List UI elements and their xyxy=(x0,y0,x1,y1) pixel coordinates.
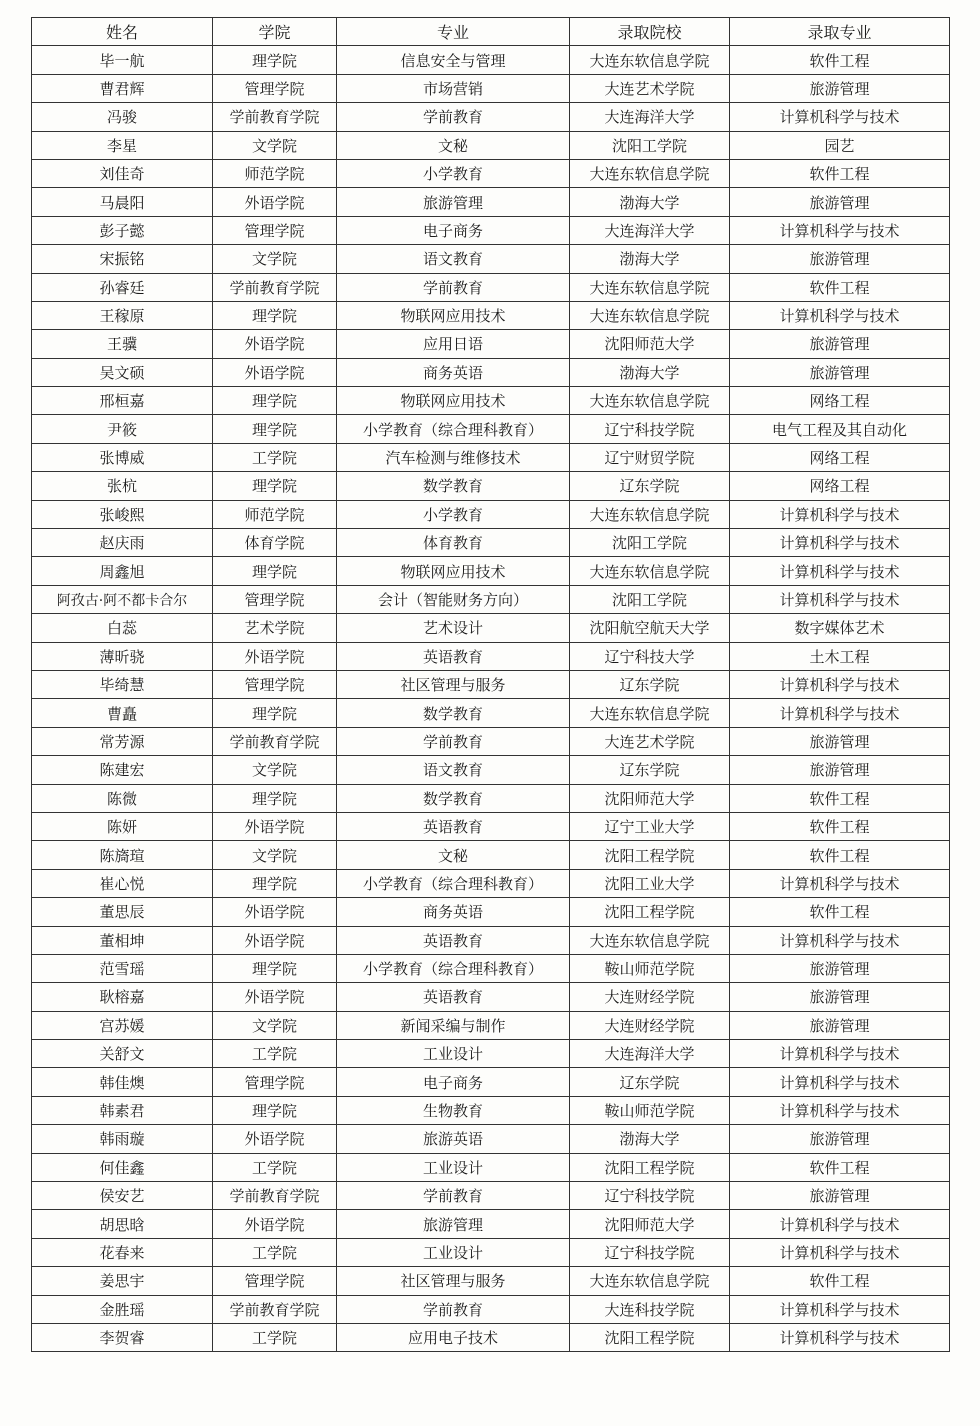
cell-college: 外语学院 xyxy=(213,188,337,216)
cell-name: 毕一航 xyxy=(32,46,213,74)
cell-admitted-school: 沈阳工学院 xyxy=(570,529,730,557)
cell-college: 理学院 xyxy=(213,46,337,74)
cell-college: 外语学院 xyxy=(213,926,337,954)
table-row xyxy=(32,415,950,443)
cell-admitted-major: 旅游管理 xyxy=(730,245,950,273)
header-name: 姓名 xyxy=(32,18,213,46)
cell-college: 理学院 xyxy=(213,472,337,500)
cell-admitted-school: 渤海大学 xyxy=(570,1125,730,1153)
cell-name: 薄昕骁 xyxy=(32,642,213,670)
table-row xyxy=(32,926,950,954)
cell-name: 何佳鑫 xyxy=(32,1153,213,1181)
table-row xyxy=(32,614,950,642)
cell-major: 生物教育 xyxy=(337,1096,570,1124)
cell-major: 小学教育（综合理科教育） xyxy=(337,869,570,897)
cell-name: 陈妍 xyxy=(32,812,213,840)
cell-name: 常芳源 xyxy=(32,727,213,755)
cell-name: 金胜瑶 xyxy=(32,1295,213,1323)
cell-admitted-major: 数字媒体艺术 xyxy=(730,614,950,642)
cell-major: 物联网应用技术 xyxy=(337,557,570,585)
cell-admitted-major: 计算机科学与技术 xyxy=(730,500,950,528)
table-row xyxy=(32,699,950,727)
cell-college: 理学院 xyxy=(213,954,337,982)
cell-admitted-school: 鞍山师范学院 xyxy=(570,954,730,982)
cell-admitted-school: 沈阳工程学院 xyxy=(570,841,730,869)
cell-admitted-major: 电气工程及其自动化 xyxy=(730,415,950,443)
cell-name: 董思辰 xyxy=(32,898,213,926)
cell-admitted-major: 软件工程 xyxy=(730,841,950,869)
cell-major: 市场营销 xyxy=(337,74,570,102)
cell-college: 管理学院 xyxy=(213,216,337,244)
table-row xyxy=(32,557,950,585)
cell-major: 英语教育 xyxy=(337,983,570,1011)
cell-major: 数学教育 xyxy=(337,784,570,812)
cell-admitted-major: 旅游管理 xyxy=(730,1011,950,1039)
cell-name: 曹矗 xyxy=(32,699,213,727)
cell-admitted-school: 沈阳师范大学 xyxy=(570,784,730,812)
cell-admitted-school: 辽东学院 xyxy=(570,756,730,784)
table-row xyxy=(32,1182,950,1210)
cell-major: 学前教育 xyxy=(337,727,570,755)
cell-admitted-major: 旅游管理 xyxy=(730,756,950,784)
cell-name: 毕绮慧 xyxy=(32,670,213,698)
table-row xyxy=(32,841,950,869)
cell-major: 小学教育（综合理科教育） xyxy=(337,415,570,443)
cell-admitted-major: 网络工程 xyxy=(730,443,950,471)
cell-major: 数学教育 xyxy=(337,699,570,727)
table-row xyxy=(32,358,950,386)
cell-admitted-major: 软件工程 xyxy=(730,159,950,187)
cell-admitted-school: 大连东软信息学院 xyxy=(570,46,730,74)
cell-admitted-major: 园艺 xyxy=(730,131,950,159)
cell-major: 文秘 xyxy=(337,131,570,159)
table-row xyxy=(32,443,950,471)
cell-major: 旅游英语 xyxy=(337,1125,570,1153)
cell-admitted-school: 大连艺术学院 xyxy=(570,727,730,755)
cell-major: 体育教育 xyxy=(337,529,570,557)
cell-admitted-school: 辽宁科技大学 xyxy=(570,642,730,670)
cell-college: 外语学院 xyxy=(213,1210,337,1238)
cell-admitted-school: 大连海洋大学 xyxy=(570,216,730,244)
cell-college: 工学院 xyxy=(213,1323,337,1351)
cell-college: 外语学院 xyxy=(213,330,337,358)
cell-major: 商务英语 xyxy=(337,358,570,386)
cell-college: 体育学院 xyxy=(213,529,337,557)
cell-admitted-major: 软件工程 xyxy=(730,784,950,812)
cell-admitted-major: 计算机科学与技术 xyxy=(730,1210,950,1238)
cell-major: 学前教育 xyxy=(337,103,570,131)
cell-name: 冯骏 xyxy=(32,103,213,131)
table-row xyxy=(32,500,950,528)
cell-name: 周鑫旭 xyxy=(32,557,213,585)
cell-admitted-school: 大连财经学院 xyxy=(570,983,730,1011)
table-row xyxy=(32,1040,950,1068)
cell-admitted-major: 旅游管理 xyxy=(730,330,950,358)
cell-name: 侯安艺 xyxy=(32,1182,213,1210)
cell-name: 陈建宏 xyxy=(32,756,213,784)
cell-major: 工业设计 xyxy=(337,1040,570,1068)
cell-major: 学前教育 xyxy=(337,1182,570,1210)
cell-name: 王稼原 xyxy=(32,301,213,329)
table-row xyxy=(32,46,950,74)
cell-admitted-school: 沈阳工程学院 xyxy=(570,898,730,926)
table-row xyxy=(32,869,950,897)
table-row xyxy=(32,103,950,131)
cell-admitted-major: 网络工程 xyxy=(730,472,950,500)
cell-admitted-major: 计算机科学与技术 xyxy=(730,557,950,585)
cell-name: 曹君辉 xyxy=(32,74,213,102)
cell-college: 外语学院 xyxy=(213,358,337,386)
cell-major: 物联网应用技术 xyxy=(337,387,570,415)
cell-college: 外语学院 xyxy=(213,642,337,670)
cell-admitted-school: 辽宁财贸学院 xyxy=(570,443,730,471)
table-row xyxy=(32,1096,950,1124)
cell-major: 工业设计 xyxy=(337,1238,570,1266)
cell-college: 理学院 xyxy=(213,415,337,443)
cell-major: 物联网应用技术 xyxy=(337,301,570,329)
cell-admitted-major: 计算机科学与技术 xyxy=(730,670,950,698)
table-row xyxy=(32,387,950,415)
cell-name: 马晨阳 xyxy=(32,188,213,216)
cell-name: 赵庆雨 xyxy=(32,529,213,557)
table-row xyxy=(32,642,950,670)
cell-name: 韩佳燠 xyxy=(32,1068,213,1096)
cell-admitted-major: 计算机科学与技术 xyxy=(730,585,950,613)
cell-admitted-school: 大连海洋大学 xyxy=(570,103,730,131)
cell-major: 小学教育 xyxy=(337,500,570,528)
table-row xyxy=(32,330,950,358)
cell-college: 学前教育学院 xyxy=(213,1182,337,1210)
cell-admitted-school: 沈阳工学院 xyxy=(570,585,730,613)
cell-admitted-major: 土木工程 xyxy=(730,642,950,670)
header-admitted-school: 录取院校 xyxy=(570,18,730,46)
cell-college: 师范学院 xyxy=(213,159,337,187)
cell-admitted-major: 旅游管理 xyxy=(730,727,950,755)
cell-major: 旅游管理 xyxy=(337,1210,570,1238)
cell-admitted-major: 软件工程 xyxy=(730,273,950,301)
cell-name: 陈微 xyxy=(32,784,213,812)
cell-college: 艺术学院 xyxy=(213,614,337,642)
cell-admitted-school: 辽宁工业大学 xyxy=(570,812,730,840)
cell-admitted-major: 网络工程 xyxy=(730,387,950,415)
cell-college: 理学院 xyxy=(213,869,337,897)
cell-name: 张杭 xyxy=(32,472,213,500)
cell-name: 孙睿廷 xyxy=(32,273,213,301)
cell-admitted-major: 软件工程 xyxy=(730,46,950,74)
cell-major: 信息安全与管理 xyxy=(337,46,570,74)
cell-name: 韩雨璇 xyxy=(32,1125,213,1153)
cell-admitted-major: 软件工程 xyxy=(730,1153,950,1181)
cell-major: 工业设计 xyxy=(337,1153,570,1181)
table-row xyxy=(32,1210,950,1238)
table-body xyxy=(32,46,950,1352)
cell-admitted-school: 大连艺术学院 xyxy=(570,74,730,102)
table-row xyxy=(32,1068,950,1096)
cell-name: 吴文硕 xyxy=(32,358,213,386)
cell-admitted-school: 大连财经学院 xyxy=(570,1011,730,1039)
table-row xyxy=(32,1295,950,1323)
cell-college: 外语学院 xyxy=(213,898,337,926)
cell-college: 理学院 xyxy=(213,699,337,727)
table-row xyxy=(32,216,950,244)
cell-college: 文学院 xyxy=(213,1011,337,1039)
cell-admitted-major: 旅游管理 xyxy=(730,358,950,386)
table-row xyxy=(32,529,950,557)
cell-admitted-school: 沈阳师范大学 xyxy=(570,1210,730,1238)
cell-college: 工学院 xyxy=(213,443,337,471)
cell-admitted-major: 计算机科学与技术 xyxy=(730,1238,950,1266)
header-admitted-major: 录取专业 xyxy=(730,18,950,46)
cell-college: 工学院 xyxy=(213,1153,337,1181)
cell-college: 理学院 xyxy=(213,784,337,812)
cell-admitted-school: 渤海大学 xyxy=(570,245,730,273)
cell-college: 管理学院 xyxy=(213,1267,337,1295)
cell-college: 学前教育学院 xyxy=(213,1295,337,1323)
cell-name: 董相坤 xyxy=(32,926,213,954)
cell-college: 外语学院 xyxy=(213,812,337,840)
cell-name: 白蕊 xyxy=(32,614,213,642)
cell-name: 尹筱 xyxy=(32,415,213,443)
cell-admitted-school: 大连海洋大学 xyxy=(570,1040,730,1068)
cell-admitted-major: 软件工程 xyxy=(730,1267,950,1295)
cell-major: 数学教育 xyxy=(337,472,570,500)
cell-admitted-school: 大连东软信息学院 xyxy=(570,387,730,415)
cell-admitted-school: 大连东软信息学院 xyxy=(570,273,730,301)
cell-college: 管理学院 xyxy=(213,670,337,698)
cell-admitted-school: 辽东学院 xyxy=(570,670,730,698)
cell-name: 彭子懿 xyxy=(32,216,213,244)
table-row xyxy=(32,784,950,812)
cell-major: 英语教育 xyxy=(337,812,570,840)
cell-major: 英语教育 xyxy=(337,642,570,670)
cell-name: 花春来 xyxy=(32,1238,213,1266)
cell-admitted-school: 辽宁科技学院 xyxy=(570,1238,730,1266)
cell-college: 理学院 xyxy=(213,387,337,415)
header-college: 学院 xyxy=(213,18,337,46)
cell-major: 旅游管理 xyxy=(337,188,570,216)
cell-major: 语文教育 xyxy=(337,756,570,784)
cell-name: 宫苏媛 xyxy=(32,1011,213,1039)
cell-college: 理学院 xyxy=(213,1096,337,1124)
table-row xyxy=(32,1125,950,1153)
cell-college: 外语学院 xyxy=(213,1125,337,1153)
cell-name: 张博威 xyxy=(32,443,213,471)
table-row xyxy=(32,1267,950,1295)
cell-admitted-school: 沈阳航空航天大学 xyxy=(570,614,730,642)
table-row xyxy=(32,585,950,613)
cell-admitted-major: 旅游管理 xyxy=(730,74,950,102)
cell-major: 小学教育 xyxy=(337,159,570,187)
table-row xyxy=(32,131,950,159)
cell-college: 工学院 xyxy=(213,1238,337,1266)
cell-major: 艺术设计 xyxy=(337,614,570,642)
cell-name: 刘佳奇 xyxy=(32,159,213,187)
table-row xyxy=(32,188,950,216)
table-row xyxy=(32,812,950,840)
table-row xyxy=(32,1323,950,1351)
table-row xyxy=(32,472,950,500)
cell-name: 胡思晗 xyxy=(32,1210,213,1238)
cell-admitted-major: 计算机科学与技术 xyxy=(730,103,950,131)
cell-admitted-major: 软件工程 xyxy=(730,898,950,926)
cell-college: 文学院 xyxy=(213,841,337,869)
table-row xyxy=(32,245,950,273)
cell-college: 文学院 xyxy=(213,245,337,273)
cell-college: 工学院 xyxy=(213,1040,337,1068)
cell-college: 学前教育学院 xyxy=(213,727,337,755)
cell-admitted-school: 辽东学院 xyxy=(570,1068,730,1096)
table-row xyxy=(32,1238,950,1266)
cell-major: 社区管理与服务 xyxy=(337,670,570,698)
cell-name: 王骥 xyxy=(32,330,213,358)
table-row xyxy=(32,727,950,755)
cell-major: 应用电子技术 xyxy=(337,1323,570,1351)
table-row xyxy=(32,670,950,698)
cell-admitted-school: 大连科技学院 xyxy=(570,1295,730,1323)
cell-major: 社区管理与服务 xyxy=(337,1267,570,1295)
cell-admitted-major: 计算机科学与技术 xyxy=(730,926,950,954)
cell-major: 汽车检测与维修技术 xyxy=(337,443,570,471)
cell-admitted-school: 大连东软信息学院 xyxy=(570,159,730,187)
cell-admitted-school: 沈阳工学院 xyxy=(570,131,730,159)
cell-admitted-school: 辽宁科技学院 xyxy=(570,415,730,443)
cell-admitted-school: 大连东软信息学院 xyxy=(570,500,730,528)
table-row xyxy=(32,74,950,102)
cell-name: 陈旖瑄 xyxy=(32,841,213,869)
cell-admitted-major: 计算机科学与技术 xyxy=(730,1068,950,1096)
cell-major: 新闻采编与制作 xyxy=(337,1011,570,1039)
table-row xyxy=(32,898,950,926)
cell-admitted-major: 旅游管理 xyxy=(730,1125,950,1153)
cell-major: 电子商务 xyxy=(337,216,570,244)
cell-admitted-major: 计算机科学与技术 xyxy=(730,1295,950,1323)
cell-major: 商务英语 xyxy=(337,898,570,926)
cell-admitted-major: 计算机科学与技术 xyxy=(730,699,950,727)
cell-major: 学前教育 xyxy=(337,273,570,301)
cell-name: 崔心悦 xyxy=(32,869,213,897)
cell-college: 文学院 xyxy=(213,131,337,159)
cell-name: 韩素君 xyxy=(32,1096,213,1124)
cell-name: 宋振铭 xyxy=(32,245,213,273)
cell-major: 电子商务 xyxy=(337,1068,570,1096)
cell-admitted-major: 计算机科学与技术 xyxy=(730,869,950,897)
cell-college: 文学院 xyxy=(213,756,337,784)
cell-admitted-school: 渤海大学 xyxy=(570,188,730,216)
cell-admitted-major: 旅游管理 xyxy=(730,983,950,1011)
cell-major: 语文教育 xyxy=(337,245,570,273)
cell-admitted-school: 大连东软信息学院 xyxy=(570,926,730,954)
cell-name: 张峻熙 xyxy=(32,500,213,528)
cell-admitted-major: 计算机科学与技术 xyxy=(730,216,950,244)
cell-admitted-school: 辽宁科技学院 xyxy=(570,1182,730,1210)
table-row xyxy=(32,159,950,187)
cell-admitted-major: 旅游管理 xyxy=(730,188,950,216)
cell-admitted-school: 沈阳师范大学 xyxy=(570,330,730,358)
cell-college: 理学院 xyxy=(213,557,337,585)
table-row xyxy=(32,301,950,329)
cell-admitted-school: 渤海大学 xyxy=(570,358,730,386)
cell-major: 英语教育 xyxy=(337,926,570,954)
cell-name: 姜思宇 xyxy=(32,1267,213,1295)
cell-college: 理学院 xyxy=(213,301,337,329)
table-row xyxy=(32,273,950,301)
cell-admitted-major: 计算机科学与技术 xyxy=(730,1323,950,1351)
cell-admitted-school: 大连东软信息学院 xyxy=(570,301,730,329)
cell-admitted-major: 旅游管理 xyxy=(730,1182,950,1210)
cell-admitted-school: 大连东软信息学院 xyxy=(570,1267,730,1295)
cell-college: 管理学院 xyxy=(213,74,337,102)
cell-admitted-school: 沈阳工程学院 xyxy=(570,1323,730,1351)
header-major: 专业 xyxy=(337,18,570,46)
cell-admitted-school: 沈阳工业大学 xyxy=(570,869,730,897)
cell-college: 学前教育学院 xyxy=(213,273,337,301)
cell-admitted-major: 旅游管理 xyxy=(730,954,950,982)
table-row xyxy=(32,983,950,1011)
cell-admitted-major: 计算机科学与技术 xyxy=(730,301,950,329)
cell-major: 小学教育（综合理科教育） xyxy=(337,954,570,982)
table-row xyxy=(32,954,950,982)
cell-admitted-major: 计算机科学与技术 xyxy=(730,529,950,557)
cell-admitted-school: 辽东学院 xyxy=(570,472,730,500)
cell-major: 学前教育 xyxy=(337,1295,570,1323)
cell-admitted-school: 沈阳工程学院 xyxy=(570,1153,730,1181)
cell-college: 管理学院 xyxy=(213,585,337,613)
cell-college: 学前教育学院 xyxy=(213,103,337,131)
cell-college: 师范学院 xyxy=(213,500,337,528)
cell-name: 关舒文 xyxy=(32,1040,213,1068)
cell-major: 会计（智能财务方向） xyxy=(337,585,570,613)
cell-major: 文秘 xyxy=(337,841,570,869)
cell-name: 阿孜古·阿不都卡合尔 xyxy=(32,585,213,613)
table-row xyxy=(32,1011,950,1039)
cell-admitted-school: 大连东软信息学院 xyxy=(570,557,730,585)
cell-college: 管理学院 xyxy=(213,1068,337,1096)
cell-name: 邢桓嘉 xyxy=(32,387,213,415)
cell-name: 范雪瑶 xyxy=(32,954,213,982)
cell-name: 耿榕嘉 xyxy=(32,983,213,1011)
cell-admitted-major: 计算机科学与技术 xyxy=(730,1096,950,1124)
table-row xyxy=(32,1153,950,1181)
cell-major: 应用日语 xyxy=(337,330,570,358)
table-row xyxy=(32,756,950,784)
cell-admitted-major: 软件工程 xyxy=(730,812,950,840)
cell-admitted-major: 计算机科学与技术 xyxy=(730,1040,950,1068)
cell-admitted-school: 大连东软信息学院 xyxy=(570,699,730,727)
header-row xyxy=(32,18,950,46)
cell-name: 李星 xyxy=(32,131,213,159)
cell-name: 李贺睿 xyxy=(32,1323,213,1351)
admission-table xyxy=(31,17,950,1352)
cell-admitted-school: 鞍山师范学院 xyxy=(570,1096,730,1124)
cell-college: 外语学院 xyxy=(213,983,337,1011)
